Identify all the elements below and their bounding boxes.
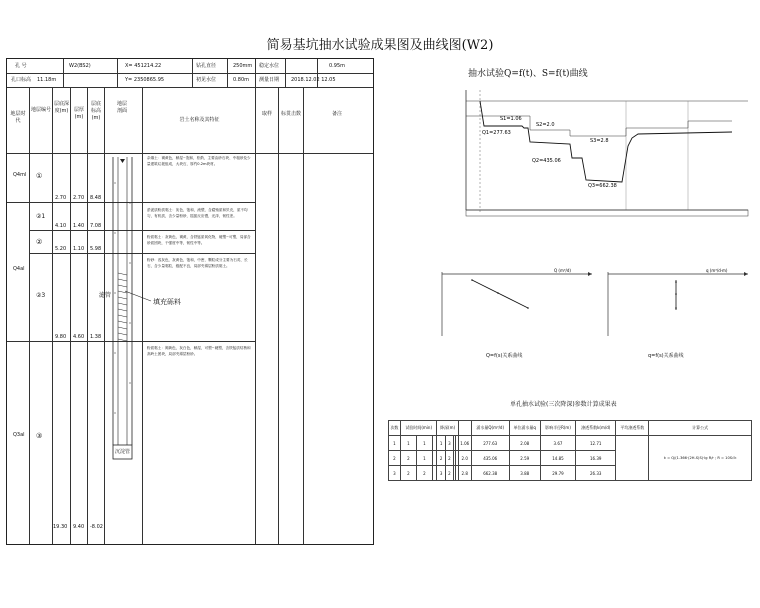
cell: 2 [400, 466, 416, 481]
th-formula: 计算公式 [649, 421, 752, 436]
layer-description: 粉质黏土：褐黄色，灰白色，稍湿，可塑~硬塑，含铁锰质结核和高岭土团块，局部夹薄层粉砂。 [147, 346, 251, 356]
drill-diam-label: 钻孔直径 [196, 63, 217, 69]
cell: 2 [416, 466, 432, 481]
cell: 1 [400, 436, 416, 451]
cell: 29.79 [540, 466, 575, 481]
layer-depth: 4.10 [55, 223, 67, 229]
layer-no: ②3 [36, 292, 46, 299]
layer-elev: 8.48 [90, 195, 102, 201]
stable-water-label: 稳定水位 [259, 63, 280, 69]
avg-k-cell [616, 436, 649, 481]
layer-depth: 9.80 [55, 334, 67, 340]
col-description: 岩土名称及其特征 [179, 117, 220, 123]
cell: 1.06 [458, 436, 471, 451]
stable-water: 0.95m [329, 63, 346, 69]
cell: 3 [389, 466, 401, 481]
col-elev: 层底标高(m) [90, 101, 101, 121]
layer-no: ②1 [36, 213, 46, 220]
layer-no: ① [36, 172, 43, 180]
cell: 2.59 [509, 451, 540, 466]
cell: 2 [445, 451, 453, 466]
page-title: 简易基坑抽水试验成果图及曲线图(W2) [266, 38, 494, 53]
curve-title: 抽水试验Q=f(t)、S=f(t)曲线 [468, 69, 588, 79]
col-depth: 层底深度(m) [54, 101, 70, 114]
layer-thick: 9.40 [73, 524, 85, 530]
elev-label: 孔口标高 [11, 77, 32, 83]
sump-label: 沉淀管 [115, 449, 131, 455]
cell: 2.0 [458, 451, 471, 466]
layer-depth: 2.70 [55, 195, 67, 201]
layer-elev: 7.08 [90, 223, 102, 229]
curve-label-q2: Q2=435.06 [532, 158, 561, 164]
layer-elev: -8.02 [90, 524, 103, 530]
layer-description: 粉砂：浅灰色，灰黄色，饱和，中密，颗粒成分主要为石英、长石，含少量黏粒，级配不良，局部夹薄层粉质黏土。 [147, 258, 248, 268]
th-k: 渗透系数k(m/d) [576, 421, 616, 436]
layer-age: Q3al [13, 432, 25, 438]
table-caption: 单孔抽水试验(三次降深)参数计算成果表 [510, 401, 617, 408]
layer-thick: 4.60 [73, 334, 85, 340]
cell: 14.85 [540, 451, 575, 466]
layer-thick: 1.10 [73, 246, 85, 252]
curve-label-q3: Q3=662.38 [588, 183, 617, 189]
curve-label-s3: S3=2.8 [590, 138, 609, 144]
hole-no-label: 孔 号 [15, 63, 27, 69]
cell: 3.67 [540, 436, 575, 451]
filter-label: 滤管 [99, 292, 112, 299]
col-layer-no: 地层编号 [31, 107, 52, 113]
qs-unit-axis-label: q (m³/d·m) [706, 268, 728, 273]
layer-description: 杂填土：褐黄色，稍湿~饱和，松散，主要由砂石块、中粗砂及少量建筑垃圾组成，大块石，厚约0.2m块材。 [147, 156, 251, 166]
cell: 3 [437, 466, 445, 481]
curve-label-s2: S2=2.0 [536, 122, 555, 128]
well-profile-diagram [104, 153, 142, 545]
cell: 1 [437, 436, 445, 451]
col-remarks: 备注 [331, 111, 342, 117]
date-label: 测量日期 [259, 77, 280, 83]
col-profile: 地层剖面 [117, 101, 128, 114]
layer-thick: 1.40 [73, 223, 85, 229]
layer-description: 粉质黏土：灰黄色，褐黄，含铁锰质氧化物，硬塑~可塑，局部含砂质团块，干强度中等，韧性中等。 [147, 235, 251, 245]
th-drawdown: 降深(m) [437, 421, 458, 436]
cell: 1 [416, 436, 432, 451]
cell: 277.63 [471, 436, 509, 451]
hole-no: W2(BS2) [69, 63, 91, 69]
cell: 3 [445, 436, 453, 451]
layer-elev: 1.38 [90, 334, 102, 340]
cell: 26.33 [576, 466, 616, 481]
pumping-curve [452, 86, 752, 226]
layer-depth: 19.30 [53, 524, 68, 530]
date: 2018.12.02 12.05 [291, 77, 336, 83]
cell: 1 [416, 451, 432, 466]
cell: 16.39 [576, 451, 616, 466]
layer-age: Q4ml [13, 172, 27, 178]
gravel-label: 填充砾料 [153, 298, 181, 306]
boring-log-panel [6, 58, 374, 545]
curve-label-s1: S1=1.06 [500, 116, 522, 122]
col-age: 地层时代 [10, 111, 26, 124]
cell: 662.38 [471, 466, 509, 481]
layer-depth: 5.20 [55, 246, 67, 252]
curve-label-q1: Q1=277.63 [482, 130, 511, 136]
param-table [388, 420, 752, 481]
q-s-curve [436, 266, 596, 338]
elev: 11.18m [37, 77, 57, 83]
layer-description: 淤泥质粉质黏土：灰色，饱和，流塑，含腐殖质和贝壳，质不均匀，有机质，含少量粉砂，摇振反应慢，光泽，韧性差。 [147, 208, 248, 218]
cell: 435.06 [471, 451, 509, 466]
q-s-caption: Q=f(s)关系曲线 [486, 353, 523, 359]
th-q: 涌水量Q(m³/d) [471, 421, 509, 436]
layer-no: ② [36, 238, 43, 246]
init-water-label: 初见水位 [196, 77, 217, 83]
formula-cell: k = Q/(1.366·(2H-S)S)·lg R/r ; R = 10S√k [649, 436, 752, 481]
cell: 12.71 [576, 436, 616, 451]
th-radius: 影响半径R(m) [540, 421, 575, 436]
th-test-time: 试验时间(min) [400, 421, 437, 436]
qs-unit-caption: q=f(s)关系曲线 [648, 353, 684, 359]
q-s-axis-label: Q (m³/d) [554, 268, 571, 273]
th-times: 次数 [389, 421, 401, 436]
qs-unit-curve [602, 266, 752, 338]
col-thick: 层厚(m) [73, 107, 84, 120]
col-sample: 取样 [261, 111, 272, 117]
layer-age: Q4al [13, 266, 25, 272]
coord-x: X= 451214.22 [125, 63, 162, 69]
th-avg-k: 平均渗透系数 [616, 421, 649, 436]
layer-no: ③ [36, 432, 43, 440]
drill-diam: 250mm [233, 63, 253, 69]
cell: 1 [389, 436, 401, 451]
col-spt: 标贯击数 [280, 111, 301, 117]
cell: 2 [445, 466, 453, 481]
coord-y: Y= 2350865.95 [125, 77, 165, 83]
th-drawdown-s [458, 421, 471, 436]
layer-elev: 5.98 [90, 246, 102, 252]
cell: 2 [437, 451, 445, 466]
cell: 3.88 [509, 466, 540, 481]
cell: 2.8 [458, 466, 471, 481]
cell: 2.08 [509, 436, 540, 451]
gravel-leader-line [125, 289, 155, 303]
layer-thick: 2.70 [73, 195, 85, 201]
cell: 2 [400, 451, 416, 466]
cell: 2 [389, 451, 401, 466]
init-water: 0.80m [233, 77, 250, 83]
th-unit-q: 单位涌水量q [509, 421, 540, 436]
